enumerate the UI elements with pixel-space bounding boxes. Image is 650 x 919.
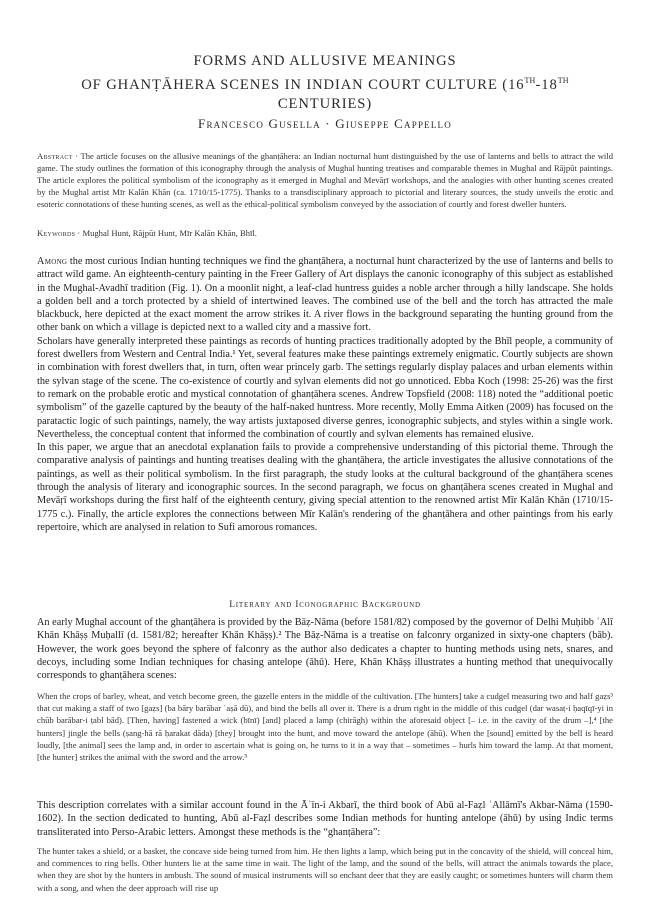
title-line-2-text: OF GHANṬĀHERA SCENES IN INDIAN COURT CULTURE (16: [81, 76, 525, 93]
author-line: Francesco Gusella · Giuseppe Cappello: [198, 116, 452, 131]
title-line-2: [40, 71, 610, 95]
paragraph-lead: Among: [37, 256, 68, 267]
abstract-text: · The article focuses on the allusive meanings of the ghanṭāhera: an Indian nocturnal hunt distinguished by the use of lanterns and bells to attract the wild game. The study outlines the formation of this iconography through the analysis of Mughal hunting treatises and comparable themes in Mughal and Rājpūt paintings. The article explores the political symbolism of the iconography as it emerged in Mughal and Mevāṛī workshops, and the analogies with other hunting scenes created by the Mughal artist Mīr Kalān Khān (ca. 1710/15-1775). Thanks to a transdisciplinary approach to pictorial and literary sources, the study unveils the erotic and esoteric connotations of these hunting scenes, as well as the ethical-political symbolism conveyed by the association of courtly and forest dweller hunters.: [37, 151, 613, 210]
paragraph-text: the most curious Indian hunting techniques we find the ghanṭāhera, a nocturnal hunt characterized by the use of lanterns and bells to attract wild game. An eighteenth-century painting in the Freer Gallery of Art displays the canonic iconography of this subject as established in the Mughal-Avadhī tradition (Fig. 1). On a moonlit night, a leaf-clad huntress guides a noble archer through a hilly landscape. She holds a golden bell and a torch protected by a shield of intertwined leaves. The combined use of the bell and the torch has attracted the male blackbuck, here depicted at the exact moment the arrow strikes it. A river flows in the background separating the hunting ground from the other bank on which a village is depicted next to a walled city and a massive fort.: [37, 256, 613, 334]
title-superscript: TH: [557, 76, 569, 85]
abstract: [37, 150, 613, 210]
section-heading: Literary and Iconographic Background: [229, 600, 421, 610]
keywords-label: Keywords: [37, 228, 76, 238]
section-paragraph: This description correlates with a similar account found in the Āʾīn-i Akbarī, the third book of Abū al-Faẓl ʿAllāmī's Akbar-Nāma (1590-1602). In the section dedicated to hunting, Abū al-Faẓl describes some Indian methods for hunting antelope (āhū) by using Indic terms transliterated into Perso-Arabic letters. Amongst these methods is the “ghanṭāhera”:: [37, 800, 613, 838]
title-line-1: FORMS AND ALLUSIVE MEANINGS: [193, 53, 457, 69]
paragraph: [37, 255, 613, 335]
paragraph: Scholars have generally interpreted these paintings as records of hunting practices traditionally adopted by the Bhīl people, a community of forest dwellers from Western and Central India.¹ Yet, several features make these paintings extremely enigmatic. Courtly subjects are shown in combination with forest dwellers that, in turn, often wear princely garb. The settings regularly display palaces and urban elements within the sylvan stage of the scene. The co-existence of courtly and sylvan elements did not go unnoticed. Ebba Koch (1998: 25-26) was the first to remark on the probable erotic and mystical connotation of ghanṭāhera scenes. Andrew Topsfield (2008: 118) noted the “additional poetic symbolism” of the gazelle captured by the beauty of the half-naked huntress. More recently, Molly Emma Aitken (2009) has focused on the paratactic logic of such paintings, namely, the way artists juxtaposed diverse genres, iconographic subjects, and styles within a single work. Nevertheless, the conceptual content that informed the combination of courtly and sylvan elements has remained elusive.: [37, 335, 613, 440]
title-superscript: TH: [524, 76, 536, 85]
article-title: [40, 52, 610, 114]
introduction: [37, 255, 613, 534]
title-dash: -18: [535, 76, 558, 93]
block-quote: The hunter takes a shield, or a basket, the concave side being turned from him. He then lights a lamp, which being put in the concavity of the shield, will conceal him, and commences to ring bells. Other hunters lie at the same time in wait. The light of the lamp, and the sound of the bells, will attract the animals towards the place, when they are shot by the hunters in ambush. The sound of musical instruments will so enchant deer that they are easily caught; or sometimes hunters will charm them with a song, and when the deer approach will rise up: [37, 846, 613, 893]
title-line-3: CENTURIES): [277, 95, 373, 112]
section-paragraph: An early Mughal account of the ghanṭāhera is provided by the Bāẓ-Nāma (before 1581/82) composed by the governor of Delhi Muḥibb ʿAlī Khān Khāṣṣ Muḥallī (d. 1581/82; hereafter Khān Khāṣṣ).² The Bāẓ-Nāma is a treatise on falconry organized in sixty-one chapters (bāb). However, the work goes beyond the sphere of falconry as the author also dedicates a chapter to hunting methods using nets, snares, and decoys, including some Indian techniques for chasing antelope (āhū). Here, Khān Khāṣṣ illustrates a hunting method that unequivocally corresponds to ghanṭāhera scenes:: [37, 617, 613, 682]
keywords-text: · Mughal Hunt, Rājpūt Hunt, Mīr Kalān Khān, Bhīl.: [75, 228, 257, 238]
keywords: [37, 227, 613, 239]
abstract-label: Abstract: [37, 151, 73, 161]
paragraph: In this paper, we argue that an anecdotal explanation fails to provide a comprehensive understanding of this pictorial theme. Through the comparative analysis of paintings and hunting treatises dealing with the ghanṭāhera, the article investigates the allusive connotations of the paintings, as well as their political symbolism. In the first paragraph, the study looks at the cultural background of the ghanṭāhera scenes through the analysis of literary and iconographic sources. In the second paragraph, we focus on ghanṭāhera scenes created in Mughal and Mevāṛī workshops during the first half of the eighteenth century, giving special attention to the renowned artist Mīr Kalān Khān (1710/15-1775 c.). Finally, the article explores the connections between Mīr Kalān's rendering of the ghanṭāhera and other paintings from his early repertoire, which are analysed in relation to Sufi amorous romances.: [37, 442, 613, 533]
block-quote: When the crops of barley, wheat, and vetch become green, the gazelle enters in the middle of the cultivation. [The hunters] take a cudgel measuring two and half gaẓs³ that cut making a staff of two [gaẓs] (ba bāry barābar ʿaṣā dū), and bind the bells all over it. There is a drum right in the middle of this cudgel (dar wasaṭ-i ḥaqīqī-yi in chūb barābar-i ṭabl bād). [Then, having] fastened a wick (bīnī) [and] placed a lamp (chirāgh) within the aforesaid object [– i.e. in the cavity of the drum –],⁴ [the hunters] jingle the bells (ṣang-hā rā ḥarakat dāda) [they] brought into the hunt, and move toward the antelope (āhū). When the [sound] emitted by the bell is heard loudly, [the animal] sees the lamp and, in order to ascertain what is going on, he turns to it in a way that – sometimes – hurls him toward the lamp. At that moment, [the hunter] strikes the animal with the sword and the arrow.⁵: [37, 691, 613, 763]
